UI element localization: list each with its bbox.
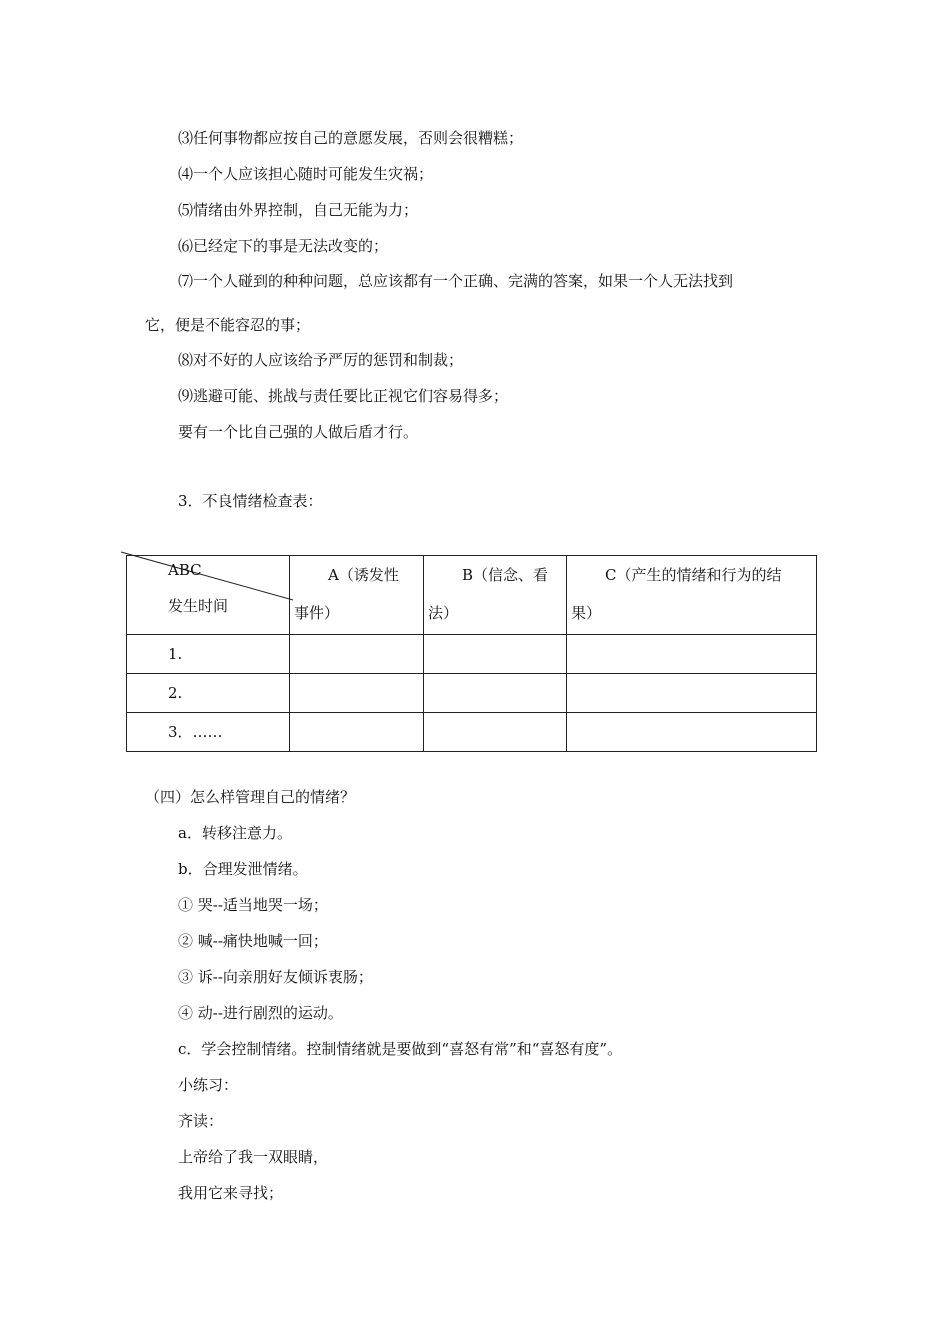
cell-a [290, 674, 424, 713]
cell-b [424, 674, 567, 713]
cell-a [290, 713, 424, 752]
col-header-b-line2: 法） [428, 604, 459, 622]
col-header-c [567, 556, 817, 635]
row-index: 1. [127, 635, 290, 674]
item-10: 要有一个比自己强的人做后盾才行。 [178, 423, 419, 441]
poem-line-2: 我用它来寻找； [178, 1184, 284, 1202]
abc-check-table [126, 555, 817, 752]
col-header-b [424, 556, 567, 635]
section-4-heading: （四）怎么样管理自己的情绪？ [145, 788, 356, 806]
item-7-line2: 它，便是不能容忍的事； [145, 316, 311, 334]
method-b: b．合理发泄情绪。 [178, 860, 308, 878]
item-8: ⑻对不好的人应该给予严厉的惩罚和制裁； [178, 351, 464, 369]
corner-label-abc: ABC [168, 561, 202, 579]
item-9: ⑼逃避可能、挑战与责任要比正视它们容易得多； [178, 387, 509, 405]
cell-b [424, 635, 567, 674]
table-row [127, 635, 817, 674]
read-aloud-label: 齐读： [178, 1112, 224, 1130]
row-index: 2. [127, 674, 290, 713]
corner-label-time: 发生时间 [168, 597, 229, 615]
item-6: ⑹已经定下的事是无法改变的； [178, 237, 389, 255]
item-7-line1: ⑺一个人碰到的种种问题，总应该都有一个正确、完满的答案，如果一个人无法找到 [178, 272, 734, 290]
poem-line-1: 上帝给了我一双眼睛， [178, 1148, 329, 1166]
cell-c [567, 713, 817, 752]
method-b-move: ④ 动--进行剧烈的运动。 [178, 1004, 343, 1022]
cell-c [567, 635, 817, 674]
table-header-row [127, 556, 817, 635]
col-header-a-line1: A（诱发性 [328, 566, 399, 584]
section-3-title: 3．不良情绪检查表： [178, 492, 323, 510]
method-b-talk: ③ 诉--向亲朋好友倾诉衷肠； [178, 968, 373, 986]
item-4: ⑷一个人应该担心随时可能发生灾祸； [178, 165, 434, 183]
cell-b [424, 713, 567, 752]
row-index: 3．…… [127, 713, 290, 752]
practice-label: 小练习： [178, 1076, 239, 1094]
method-c: c．学会控制情绪。控制情绪就是要做到“喜怒有常”和“喜怒有度”。 [178, 1040, 623, 1058]
table-row [127, 674, 817, 713]
cell-c [567, 674, 817, 713]
table-row [127, 713, 817, 752]
col-header-c-line2: 果） [571, 604, 602, 622]
col-header-a [290, 556, 424, 635]
cell-a [290, 635, 424, 674]
item-3: ⑶任何事物都应按自己的意愿发展，否则会很糟糕； [178, 129, 524, 147]
col-header-c-line1: C（产生的情绪和行为的结 [605, 566, 782, 584]
method-b-cry: ① 哭--适当地哭一场； [178, 896, 328, 914]
col-header-b-line1: B（信念、看 [462, 566, 549, 584]
table-corner-cell [127, 556, 290, 635]
method-a: a．转移注意力。 [178, 824, 292, 842]
method-b-shout: ② 喊--痛快地喊一回； [178, 932, 328, 950]
item-5: ⑸情绪由外界控制，自己无能为力； [178, 201, 419, 219]
col-header-a-line2: 事件） [294, 604, 340, 622]
